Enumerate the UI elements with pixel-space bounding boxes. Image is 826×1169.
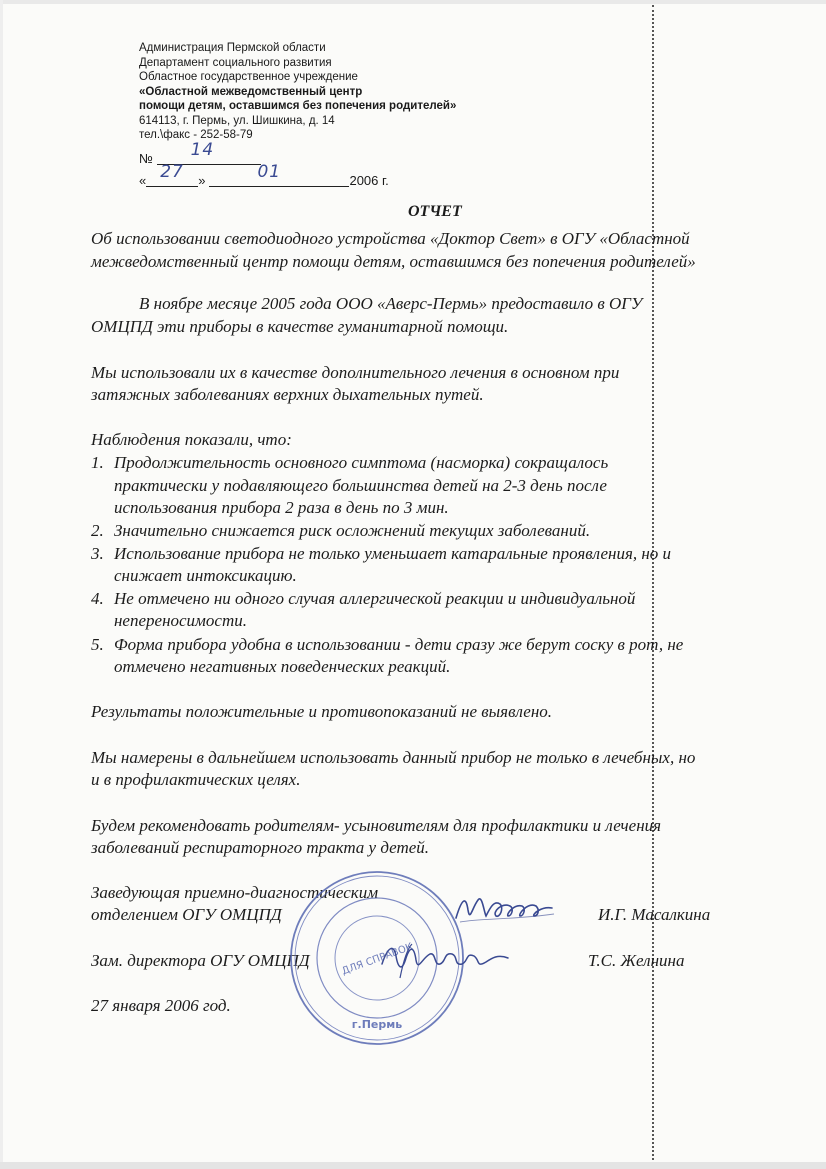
date-close-quote: » <box>198 173 206 188</box>
signatory-title: Зам. директора ОГУ ОМЦПД <box>91 951 310 970</box>
paragraph-line: затяжных заболеваниях верхних дыхательных путей. <box>91 385 484 404</box>
list-item-number: 1. <box>91 453 104 472</box>
list-item-line: практически у подавляющего большинства детей на 2-3 день после <box>114 476 607 495</box>
list-item-line: Форма прибора удобна в использовании - дети сразу же берут соску в рот, не <box>114 635 684 654</box>
month-field <box>209 162 349 187</box>
list-item-line: непереносимости. <box>114 611 247 630</box>
list-item-number: 4. <box>91 589 104 608</box>
list-item-line: снижает интоксикацию. <box>114 566 297 585</box>
list-item-number: 5. <box>91 635 104 654</box>
date-year: 2006 г. <box>349 173 389 188</box>
number-label: № <box>139 151 153 166</box>
report-subtitle-line: межведомственный центр помощи детям, оставшимся без попечения родителей» <box>91 252 696 271</box>
list-item-number: 2. <box>91 521 104 540</box>
paragraph-line: В ноябре месяце 2005 года ООО «Аверс-Пермь» предоставило в ОГУ <box>139 294 643 313</box>
scan-edge-top <box>0 0 826 4</box>
list-item-number: 3. <box>91 544 104 563</box>
report-subtitle-line: Об использовании светодиодного устройства «Доктор Свет» в ОГУ «Областной <box>91 229 690 248</box>
list-item-line: Значительно снижается риск осложнений текущих заболеваний. <box>114 521 591 540</box>
list-item-line: Продолжительность основного симптома (насморка) сокращалось <box>114 453 609 472</box>
day-field <box>146 162 198 187</box>
handwritten-day: 27 <box>160 162 184 182</box>
list-item-line: использования прибора 2 раза в день по 3 мин. <box>114 498 449 517</box>
signatory-name: Т.С. Желнина <box>588 951 685 970</box>
list-item-line: Не отмечено ни одного случая аллергической реакции и индивидуальной <box>114 589 636 608</box>
handwritten-signature <box>376 938 516 984</box>
handwritten-number: 14 <box>190 140 215 160</box>
letterhead-org-name: помощи детям, оставшимся без попечения родителей» <box>139 100 457 112</box>
letterhead-line: Департамент социального развития <box>139 56 332 69</box>
handwritten-signature <box>452 888 562 928</box>
scan-edge-left <box>0 0 3 1169</box>
signatory-title-line: отделением ОГУ ОМЦПД <box>91 905 282 924</box>
paragraph-line: Мы намерены в дальнейшем использовать данный прибор не только в лечебных, но <box>91 748 696 767</box>
seal-inner-text: ДЛЯ СПРАВОК <box>340 941 415 978</box>
letterhead <box>139 41 559 143</box>
letterhead-phone: тел.\факс - 252-58-79 <box>139 129 253 141</box>
paragraph-line: и в профилактических целях. <box>91 770 301 789</box>
observations-intro: Наблюдения показали, что: <box>91 430 292 449</box>
letterhead-org-name: «Областной межведомственный центр <box>139 85 363 98</box>
scan-edge-bottom <box>0 1162 826 1169</box>
document-number <box>139 140 261 166</box>
paragraph-line: Результаты положительные и противопоказаний не выявлено. <box>91 702 553 721</box>
paragraph-line: Будем рекомендовать родителям- усыновителям для профилактики и лечения <box>91 816 662 835</box>
signatory-name: И.Г. Масалкина <box>598 905 711 924</box>
list-item-line: Использование прибора не только уменьшает катаральные проявления, но и <box>114 544 672 563</box>
paragraph-line: заболеваний респираторного тракта у детей. <box>91 838 430 857</box>
fold-dotted-line <box>652 5 654 1160</box>
paragraph-line: Мы использовали их в качестве дополнительного лечения в основном при <box>91 363 620 382</box>
report-title: ОТЧЕТ <box>408 203 462 220</box>
handwritten-month: 01 <box>257 162 282 182</box>
letterhead-line: Администрация Пермской области <box>139 42 326 54</box>
paragraph-line: ОМЦПД эти приборы в качестве гуманитарной помощи. <box>91 317 509 336</box>
date-open-quote: « <box>139 173 147 188</box>
closing-date: 27 января 2006 год. <box>91 996 231 1015</box>
letterhead-line: Областное государственное учреждение <box>139 71 358 83</box>
document-date <box>139 162 389 188</box>
letterhead-address: 614113, г. Пермь, ул. Шишкина, д. 14 <box>139 114 335 127</box>
seal-city-text: г.Пермь <box>351 1018 403 1031</box>
list-item-line: отмечено негативных поведенческих реакций. <box>114 657 451 676</box>
signatory-title-line: Заведующая приемно-диагностическим <box>91 883 379 902</box>
